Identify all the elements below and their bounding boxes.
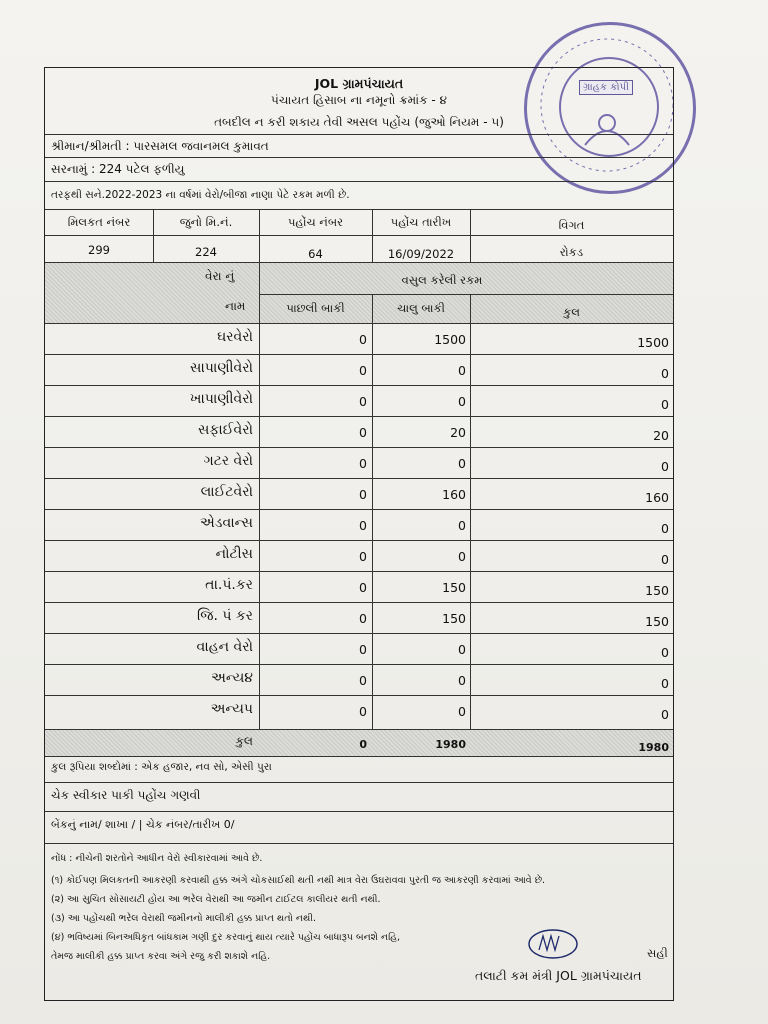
header-receipt-date: પહોંચ તારીખ xyxy=(390,215,452,229)
row-divider xyxy=(45,664,673,665)
divider xyxy=(45,729,673,730)
row-divider xyxy=(45,478,673,479)
tax-previous: 0 xyxy=(359,425,367,440)
tax-total: 0 xyxy=(661,645,669,660)
tax-total: 0 xyxy=(661,459,669,474)
tax-previous: 0 xyxy=(359,549,367,564)
tax-previous: 0 xyxy=(359,332,367,347)
cheque-note: ચેક સ્વીકાર પાકી પહોંચ ગણવી xyxy=(51,788,201,802)
tax-current: 0 xyxy=(458,456,466,471)
row-divider xyxy=(45,416,673,417)
payer-address: સરનામું : 224 પટેલ ફળીયુ xyxy=(51,162,185,176)
divider xyxy=(45,756,673,757)
value-property-no: 299 xyxy=(88,243,110,257)
header-details: વિગત xyxy=(558,218,585,232)
note-1: (૧) કોઈપણ મિલકતની આકરણી કરવાથી હક્ક અંગે ચોકસાઈથી થતી નથી માત્ર વેરા ઉઘરાવવા પુરતી જ આકરણી કરવામાં આવે છે. xyxy=(51,875,546,886)
tax-total: 160 xyxy=(645,490,669,505)
tax-current: 0 xyxy=(458,673,466,688)
total-previous: 0 xyxy=(359,738,367,751)
receipt-title: તબદીલ ન કરી શકાય તેવી અસલ પહોંચ (જુઓ નિયમ - ૫) xyxy=(214,115,504,129)
tax-head-total: કુલ xyxy=(563,305,580,319)
total-current: 1980 xyxy=(435,738,466,751)
tax-current: 160 xyxy=(442,487,466,502)
tax-total: 1500 xyxy=(637,335,669,350)
tax-current: 0 xyxy=(458,363,466,378)
divider xyxy=(45,782,673,783)
tax-name: સફાઈવેરો xyxy=(197,422,253,438)
row-divider xyxy=(45,633,673,634)
tax-previous: 0 xyxy=(359,580,367,595)
total-sum: 1980 xyxy=(638,741,669,754)
divider xyxy=(45,323,673,324)
tax-name: ઘરવેરો xyxy=(217,329,253,345)
tax-name: એડવાન્સ xyxy=(200,515,253,531)
divider xyxy=(45,181,673,182)
value-receipt-no: 64 xyxy=(308,247,323,261)
tax-current: 0 xyxy=(458,704,466,719)
tax-previous: 0 xyxy=(359,704,367,719)
divider xyxy=(45,209,673,210)
row-divider xyxy=(45,695,673,696)
row-divider xyxy=(45,385,673,386)
bank-cheque-line: બેંકનું નામ/ શાખા / | ચેક નંબર/તારીખ 0/ xyxy=(51,818,235,831)
tax-total: 0 xyxy=(661,366,669,381)
tax-total: 0 xyxy=(661,552,669,567)
tax-current: 0 xyxy=(458,642,466,657)
tax-name: અન્યપ xyxy=(210,701,253,717)
tax-previous: 0 xyxy=(359,363,367,378)
header-receipt-no: પહોંચ નંબર xyxy=(287,215,344,229)
row-divider xyxy=(45,540,673,541)
tax-previous: 0 xyxy=(359,518,367,533)
tax-current: 150 xyxy=(442,611,466,626)
divider xyxy=(45,157,673,158)
tax-head-name-bottom: નામ xyxy=(225,299,246,313)
tax-head-previous: પાછલી બાકી xyxy=(286,301,345,315)
note-3: (૩) આ પહોંચથી ભરેલ વેરાથી જમીનનો માલીકી હક્ક પ્રાપ્ત થતો નથી. xyxy=(51,913,317,924)
tax-previous: 0 xyxy=(359,611,367,626)
stamp-copy-label: ગ્રાહક કોપી xyxy=(579,80,633,95)
tax-current: 0 xyxy=(458,518,466,533)
divider xyxy=(45,134,673,135)
divider xyxy=(45,843,673,844)
note-heading: નોંધ : નીચેની શરતોને આધીન વેરો સ્વીકારવામાં આવે છે. xyxy=(51,853,263,864)
tax-total: 150 xyxy=(645,614,669,629)
tax-previous: 0 xyxy=(359,456,367,471)
payer-name: શ્રીમાન/શ્રીમતી : પારસમલ જવાનમલ કુમાવત xyxy=(51,139,269,153)
signature-mark xyxy=(523,926,583,962)
divider xyxy=(45,235,673,236)
panchayat-name: JOL ગ્રામપંચાયત xyxy=(314,76,404,91)
tax-head-current: ચાલુ બાકી xyxy=(397,301,445,315)
row-divider xyxy=(45,447,673,448)
tax-head-name-top: વેરા નું xyxy=(205,269,235,283)
tax-total: 0 xyxy=(661,397,669,412)
received-statement: તરફથી સને.2022-2023 ના વર્ષમાં વેરો/બીજા નાણા પેટે રકમ મળી છે. xyxy=(51,189,350,201)
note-5: તેમજ માલીકી હક્ક પ્રાપ્ત કરવા અંગે રજુ કરી શકાશે નહિ. xyxy=(51,951,271,962)
tax-name: તા.પં.કર xyxy=(205,577,253,593)
total-label: કુલ xyxy=(235,734,253,748)
form-number: પંચાયત હિસાબ ના નમૂનો ક્રમાંક - ૪ xyxy=(271,93,447,107)
tax-name: જિ. પં કર xyxy=(197,608,253,624)
note-4: (૪) ભવિષ્યમાં બિનઅધિકૃત બાંધકામ ગણી દુર કરવાનું થાય ત્યારે પહોંચ બાધારૂપ બનશે નહિ, xyxy=(51,932,400,943)
tax-previous: 0 xyxy=(359,642,367,657)
header-property-no: મિલકત નંબર xyxy=(67,215,131,229)
tax-previous: 0 xyxy=(359,394,367,409)
row-divider xyxy=(45,602,673,603)
tax-previous: 0 xyxy=(359,487,367,502)
tax-total: 0 xyxy=(661,707,669,722)
tax-head-collected: વસુલ કરેલી રકમ xyxy=(401,273,483,287)
tax-current: 1500 xyxy=(434,332,466,347)
tax-total: 0 xyxy=(661,521,669,536)
tax-current: 0 xyxy=(458,549,466,564)
amount-in-words: કુલ રૂપિયા શબ્દોમાં : એક હજાર, નવ સો, એસી પુરા xyxy=(51,761,272,773)
tax-total: 150 xyxy=(645,583,669,598)
value-details: રોકડ xyxy=(559,245,584,259)
receipt-box xyxy=(44,67,674,1001)
signatory-title: તલાટી કમ મંત્રી JOL ગ્રામપંચાયત xyxy=(475,968,642,983)
row-divider xyxy=(45,354,673,355)
header-old-property-no: જુનો મિ.નં. xyxy=(179,215,233,229)
tax-previous: 0 xyxy=(359,673,367,688)
tax-name: લાઈટવેરો xyxy=(200,484,253,500)
tax-name: નોટીસ xyxy=(215,546,253,562)
tax-name: અન્ય૪ xyxy=(211,670,253,686)
tax-name: સાપાણીવેરો xyxy=(190,360,253,376)
divider xyxy=(45,811,673,812)
signature-label: સહી xyxy=(647,946,668,960)
tax-total: 20 xyxy=(653,428,669,443)
divider xyxy=(259,294,673,295)
row-divider xyxy=(45,509,673,510)
tax-total: 0 xyxy=(661,676,669,691)
tax-current: 0 xyxy=(458,394,466,409)
value-old-property-no: 224 xyxy=(195,245,217,259)
tax-current: 20 xyxy=(450,425,466,440)
row-divider xyxy=(45,571,673,572)
tax-name: ગટર વેરો xyxy=(203,453,253,469)
tax-name: ખાપાણીવેરો xyxy=(189,391,253,407)
value-receipt-date: 16/09/2022 xyxy=(387,247,455,261)
note-2: (૨) આ સુચિત સોસાયટી હોય આ ભરેલ વેરાથી આ જમીન ટાઈટલ કાલીયર થતી નથી. xyxy=(51,894,381,905)
tax-current: 150 xyxy=(442,580,466,595)
tax-name: વાહન વેરો xyxy=(196,639,253,655)
